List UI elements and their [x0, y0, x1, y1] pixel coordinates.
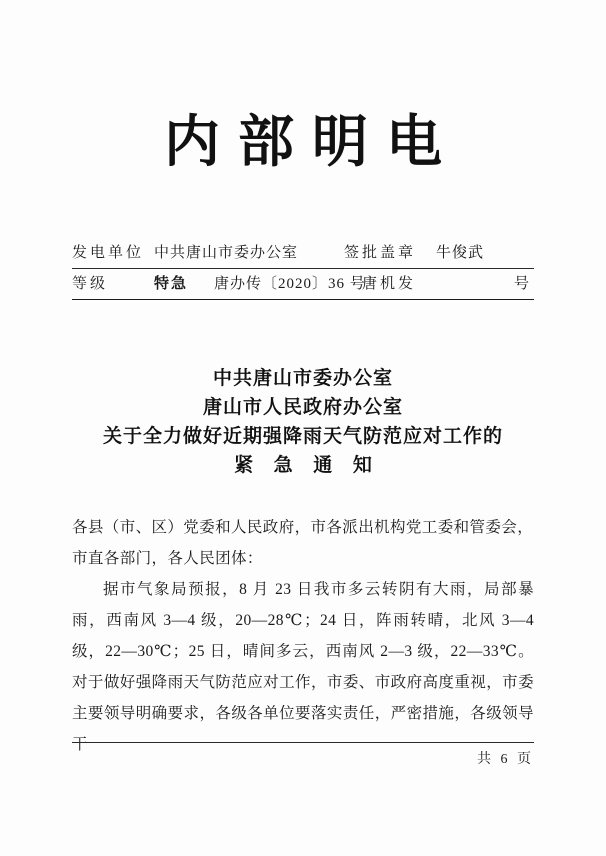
- header-row-level: [72, 269, 534, 300]
- title-line-4: 紧 急 通 知: [234, 454, 379, 476]
- body-paragraph-forecast: 据市气象局预报，8 月 23 日我市多云转阴有大雨，局部暴雨，西南风 3—4 级，20—28℃；24 日，阵雨转晴，北风 3—4 级，22—30℃；25 日，晴间多云，西南风 2—3 级，22—33℃。对于做好强降雨天气防范应对工作，市委、市政府高度重视，市委主要领导明确要求，各级各单位要落实责任，严密措施，各级领导干: [72, 581, 534, 753]
- body-paragraph-recipients-2: 市直各部门，各人民团体：: [72, 550, 263, 567]
- value-document-code: 唐办传〔2020〕36 号: [214, 276, 366, 292]
- document-body: [72, 512, 534, 760]
- footer-divider: [72, 742, 534, 743]
- value-machine-number: 号: [513, 276, 530, 292]
- value-signer: 牛俊武: [436, 245, 485, 261]
- document-header-table: [72, 238, 534, 300]
- label-level: 等级: [72, 276, 109, 292]
- title-line-3: 关于全力做好近期强降雨天气防范应对工作的: [102, 425, 503, 447]
- value-level: 特急: [154, 276, 189, 292]
- title-line-2: 唐山市人民政府办公室: [202, 396, 403, 418]
- header-row-sender: [72, 238, 534, 269]
- label-machine-dispatch: 唐机发: [362, 276, 417, 292]
- document-masthead: 内部明电: [164, 109, 460, 175]
- document-title: [0, 364, 606, 480]
- page-count: 共 6 页: [477, 752, 534, 767]
- label-signer: 签批盖章: [344, 245, 417, 261]
- label-sender: 发电单位: [72, 245, 145, 261]
- body-paragraph-recipients-1: 各县（市、区）党委和人民政府，市各派出机构党工委和管委会，: [72, 519, 534, 536]
- value-sender: 中共唐山市委办公室: [154, 245, 299, 261]
- title-line-1: 中共唐山市委办公室: [212, 367, 393, 389]
